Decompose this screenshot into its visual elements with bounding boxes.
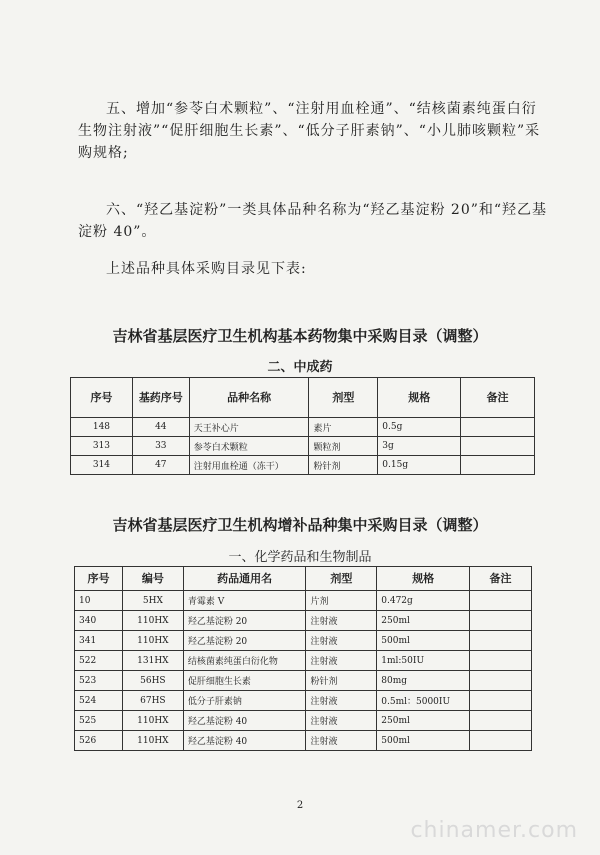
table-row (71, 456, 535, 475)
table-cell: 47 (132, 456, 189, 475)
table-cell: 素片 (309, 418, 378, 437)
table-cell: 313 (71, 437, 133, 456)
table-cell: 524 (75, 691, 123, 711)
paragraph-item-6: 六、“羟乙基淀粉”一类具体品种名称为“羟乙基淀粉 20”和“羟乙基淀粉 40”。 (78, 202, 548, 240)
table-cell (470, 631, 532, 651)
table-cell: 结核菌素纯蛋白衍化物 (183, 651, 306, 671)
table-cell: 523 (75, 671, 123, 691)
table-cell: 促肝细胞生长素 (183, 671, 306, 691)
table-row (75, 651, 532, 671)
table-cell: 500ml (377, 731, 470, 751)
table-cell: 67HS (122, 691, 183, 711)
table-cell: 110HX (122, 731, 183, 751)
table-cell: 3g (378, 437, 461, 456)
table-cell (461, 456, 535, 475)
table-cell (470, 591, 532, 611)
table2-header-cell: 编号 (122, 567, 183, 591)
table1-header-cell: 基药序号 (132, 378, 189, 418)
paragraph-table-intro: 上述品种具体采购目录见下表: (106, 261, 307, 277)
table-cell: 羟乙基淀粉 20 (183, 631, 306, 651)
table2-header-cell: 剂型 (306, 567, 377, 591)
table-cell: 110HX (122, 631, 183, 651)
table-cell: 148 (71, 418, 133, 437)
table-cell: 0.15g (378, 456, 461, 475)
table-row (75, 711, 532, 731)
table-cell: 33 (132, 437, 189, 456)
table-row (71, 437, 535, 456)
table-cell: 羟乙基淀粉 20 (183, 611, 306, 631)
table-cell: 注射液 (306, 691, 377, 711)
table-cell: 注射液 (306, 611, 377, 631)
table-cell: 110HX (122, 711, 183, 731)
page-number: 2 (296, 800, 304, 811)
table-cell: 低分子肝素钠 (183, 691, 306, 711)
table-cell: 56HS (122, 671, 183, 691)
table-cell: 0.5g (378, 418, 461, 437)
table-cell (470, 651, 532, 671)
table-cell: 526 (75, 731, 123, 751)
table-cell: 250ml (377, 711, 470, 731)
table2-subtitle: 一、化学药品和生物制品 (228, 550, 372, 565)
table-cell: 0.5ml：5000IU (377, 691, 470, 711)
table2-header-cell: 序号 (75, 567, 123, 591)
table-cell: 0.472g (377, 591, 470, 611)
table-cell: 10 (75, 591, 123, 611)
table-cell: 522 (75, 651, 123, 671)
table-row (71, 418, 535, 437)
table1-header-row (71, 378, 535, 418)
table-cell: 340 (75, 611, 123, 631)
table-cell: 314 (71, 456, 133, 475)
watermark: chinamer.com (410, 818, 578, 843)
table-cell: 250ml (377, 611, 470, 631)
table2 (74, 566, 532, 751)
table-cell (461, 418, 535, 437)
table-cell: 注射液 (306, 731, 377, 751)
table2-title: 吉林省基层医疗卫生机构增补品种集中采购目录（调整） (112, 516, 488, 534)
table-cell: 注射液 (306, 711, 377, 731)
table-cell (470, 611, 532, 631)
table-row (75, 631, 532, 651)
table-cell: 341 (75, 631, 123, 651)
table1-header-cell: 剂型 (309, 378, 378, 418)
paragraph-item-5: 五、增加“参苓白术颗粒”、“注射用血栓通”、“结核菌素纯蛋白衍生物注射液”“促肝细胞生长素”、“低分子肝素钠”、“小儿肺咳颗粒”采购规格; (78, 101, 541, 161)
table2-header-row (75, 567, 532, 591)
table1-header-cell: 规格 (378, 378, 461, 418)
table-cell (461, 437, 535, 456)
table-cell (470, 731, 532, 751)
table-cell: 青霉素 V (183, 591, 306, 611)
table1-header-cell: 品种名称 (189, 378, 309, 418)
table-cell: 参苓白术颗粒 (189, 437, 309, 456)
table-row (75, 671, 532, 691)
table-cell: 颗粒剂 (309, 437, 378, 456)
table-cell: 注射用血栓通（冻干） (189, 456, 309, 475)
table-cell: 525 (75, 711, 123, 731)
table-row (75, 731, 532, 751)
table-cell (470, 691, 532, 711)
table-row (75, 591, 532, 611)
table-cell: 注射液 (306, 631, 377, 651)
table1-header-cell: 备注 (461, 378, 535, 418)
table-row (75, 611, 532, 631)
table2-header-cell: 规格 (377, 567, 470, 591)
table-cell: 粉针剂 (306, 671, 377, 691)
table2-header-cell: 药品通用名 (183, 567, 306, 591)
table-cell: 羟乙基淀粉 40 (183, 731, 306, 751)
table-cell (470, 671, 532, 691)
table1 (70, 377, 535, 475)
table-cell: 1ml:50IU (377, 651, 470, 671)
table-cell: 天王补心片 (189, 418, 309, 437)
table1-subtitle: 二、中成药 (267, 360, 333, 375)
table-cell: 110HX (122, 611, 183, 631)
table1-header-cell: 序号 (71, 378, 133, 418)
table-cell: 44 (132, 418, 189, 437)
table-cell: 5HX (122, 591, 183, 611)
table-cell: 注射液 (306, 651, 377, 671)
table2-header-cell: 备注 (470, 567, 532, 591)
table-cell: 粉针剂 (309, 456, 378, 475)
table-cell: 片剂 (306, 591, 377, 611)
table-cell: 500ml (377, 631, 470, 651)
table-cell: 80mg (377, 671, 470, 691)
table-row (75, 691, 532, 711)
table-cell (470, 711, 532, 731)
table-cell: 羟乙基淀粉 40 (183, 711, 306, 731)
table1-title: 吉林省基层医疗卫生机构基本药物集中采购目录（调整） (112, 327, 488, 345)
table-cell: 131HX (122, 651, 183, 671)
